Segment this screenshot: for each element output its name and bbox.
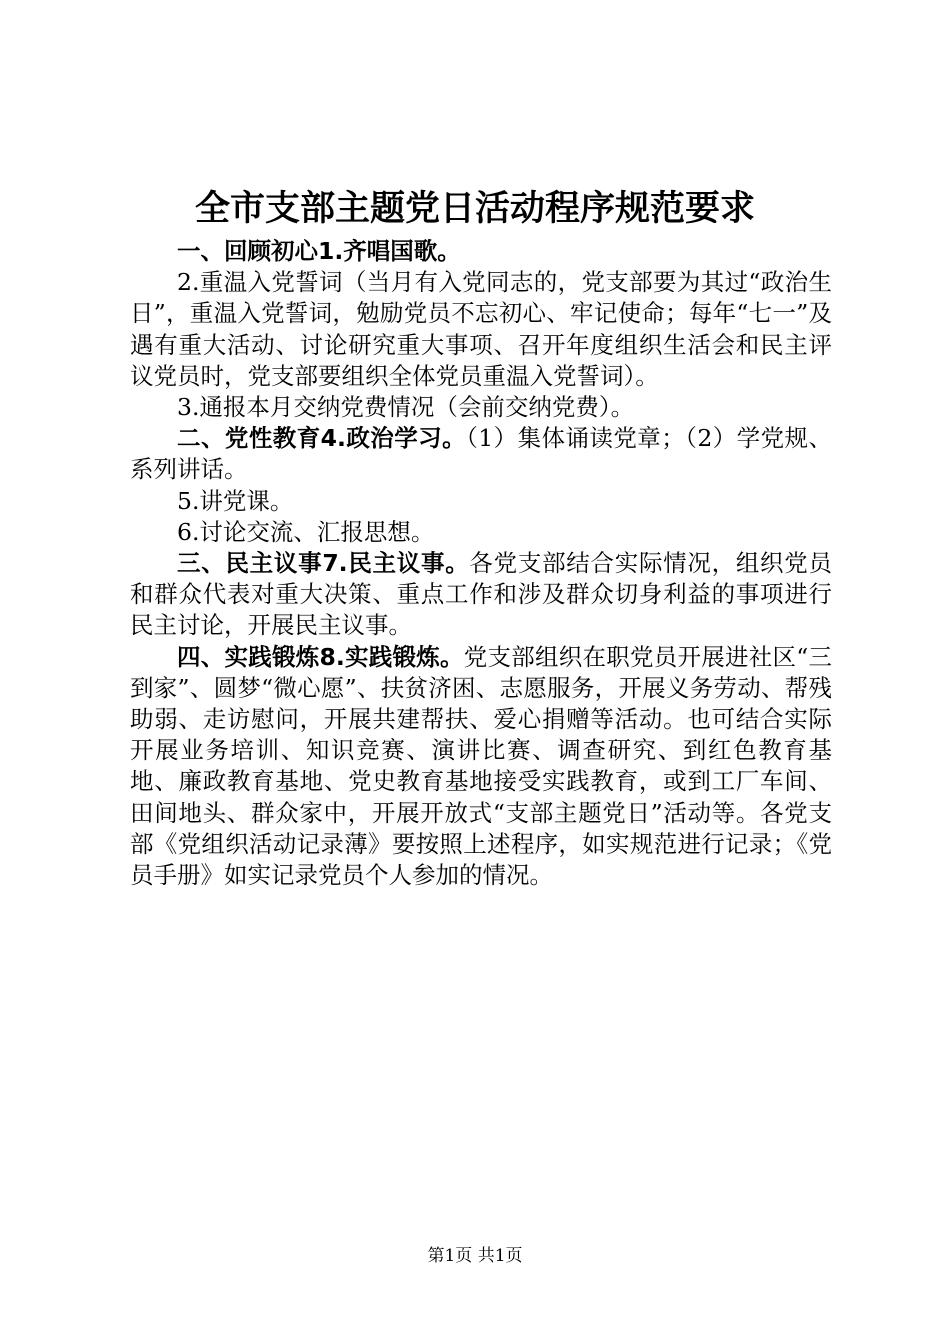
section-3-heading: 三、民主议事7.民主议事。 bbox=[177, 549, 470, 578]
section-1-heading-paragraph bbox=[130, 236, 832, 267]
document-body bbox=[130, 236, 832, 891]
section-3-heading-paragraph bbox=[130, 548, 832, 642]
section-2-heading-paragraph bbox=[130, 423, 832, 485]
section-2-paragraph-2: 6.讨论交流、汇报思想。 bbox=[177, 517, 435, 546]
section-3-lead-text: 各党支部结合实际情况，组织党员和群众代表对重大决策、重点工作和涉及群众切身利益的事项进行民主讨论，开展民主议事。 bbox=[130, 549, 833, 640]
section-1-heading: 一、回顾初心1.齐唱国歌。 bbox=[177, 237, 461, 265]
section-2-paragraph-1: 5.讲党课。 bbox=[177, 486, 294, 515]
section-4-heading-paragraph bbox=[130, 642, 832, 892]
section-1-paragraph-1: 2.重温入党誓词（当月有入党同志的，党支部要为其过“政治生日”，重温入党誓词，勉励党员不忘初心、牢记使命；每年“七一”及遇有重大活动、讨论研究重大事项、召开年度组织生活会和民主评议党员时，党支部要组织全体党员重温入党誓词）。 bbox=[130, 268, 832, 390]
section-4-lead-text: 党支部组织在职党员开展进社区“三到家”、圆梦“微心愿”、扶贫济困、志愿服务，开展义务劳动、帮残助弱、走访慰问，开展共建帮扶、爱心捐赠等活动。也可结合实际开展业务培训、知识竞赛、演讲比赛、调查研究、到红色教育基地、廉政教育基地、党史教育基地接受实践教育，或到工厂车间、田间地头、群众家中，开展开放式“支部主题党日”活动等。各党支部《党组织活动记录薄》要按照上述程序，如实规范进行记录；《党员手册》如实记录党员个人参加的情况。 bbox=[130, 642, 833, 890]
page-title: 全市支部主题党日活动程序规范要求 bbox=[194, 189, 755, 229]
page-footer: 第1页 共1页 bbox=[427, 1246, 523, 1266]
section-4-heading: 四、实践锻炼8.实践锻炼。 bbox=[177, 642, 464, 671]
section-2-heading: 二、党性教育4.政治学习。 bbox=[177, 424, 467, 453]
section-1-paragraph-2: 3.通报本月交纳党费情况（会前交纳党费）。 bbox=[177, 393, 635, 422]
section-2-lead-text: （1）集体诵读党章；（2）学党规、系列讲话。 bbox=[130, 424, 833, 484]
